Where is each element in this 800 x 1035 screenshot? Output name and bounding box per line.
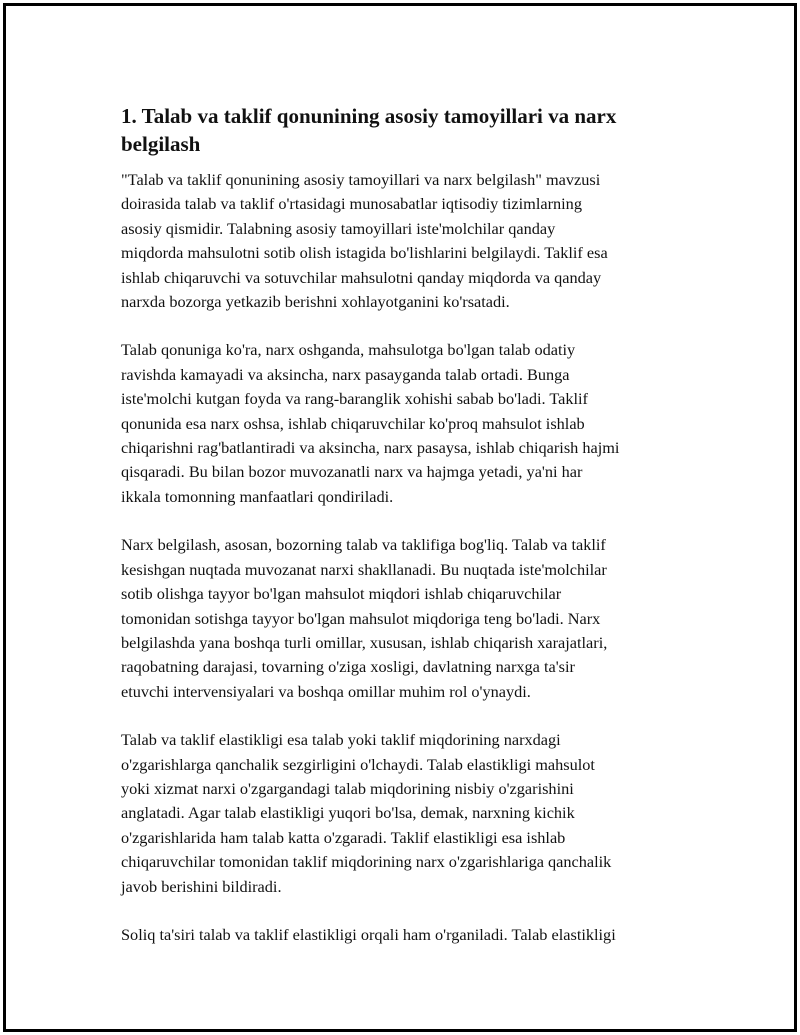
paragraph-2: Talab qonuniga ko'ra, narx oshganda, mahsulotga bo'lgan talab odatiy ravishda kamayadi va aksincha, narx pasayganda talab ortadi. Bunga iste'molchi kutgan foyda va rang-baranglik xohishi sabab bo'ladi. Taklif qonunida esa narx oshsa, ishlab chiqaruvchilar ko'proq mahsulot ishlab chiqarishni rag'batlantiradi va aksincha, narx pasaysa, ishlab chiqarish hajmi qisqaradi. Bu bilan bozor muvozanatli narx va hajmga yetadi, ya'ni har ikkala tomonning manfaatlari qondiriladi. bbox=[121, 340, 620, 506]
document-body bbox=[121, 102, 711, 971]
paragraph-5: Soliq ta'siri talab va taklif elastikligi orqali ham o'rganiladi. Talab elastikligi bbox=[121, 924, 616, 944]
paragraph-1: "Talab va taklif qonunining asosiy tamoyillari va narx belgilash" mavzusi doirasida talab va taklif o'rtasidagi munosabatlar iqtisodiy tizimlarning asosiy qismidir. Talabning asosiy tamoyillari iste'molchilar qanday miqdorda mahsulotni sotib olish istagida bo'lishlarini belgilaydi. Taklif esa ishlab chiqaruvchi va sotuvchilar mahsulotni qanday miqdorda va qanday narxda bozorga yetkazib berishni xohlayotganini ko'rsatadi. bbox=[121, 170, 608, 312]
paragraph-3: Narx belgilash, asosan, bozorning talab va taklifiga bog'liq. Talab va taklif kesishgan nuqtada muvozanat narxi shakllanadi. Bu nuqtada iste'molchilar sotib olishga tayyor bo'lgan mahsulot miqdori ishlab chiqaruvchilar tomonidan sotishga tayyor bo'lgan mahsulot miqdoriga teng bo'ladi. Narx belgilashda yana boshqa turli omillar, xususan, ishlab chiqarish xarajatlari, raqobatning darajasi, tovarning o'ziga xosligi, davlatning narxga ta'sir etuvchi intervensiyalari va boshqa omillar muhim rol o'ynaydi. bbox=[121, 535, 608, 701]
document-title: 1. Talab va taklif qonunining asosiy tamoyillari va narx belgilash bbox=[121, 104, 617, 156]
document-page bbox=[3, 3, 797, 1032]
paragraph-4: Talab va taklif elastikligi esa talab yoki taklif miqdorining narxdagi o'zgarishlarga qanchalik sezgirligini o'lchaydi. Talab elastikligi mahsulot yoki xizmat narxi o'zgargandagi talab miqdorining nisbiy o'zgarishini anglatadi. Agar talab elastikligi yuqori bo'lsa, demak, narxning kichik o'zgarishlarida ham talab katta o'zgaradi. Taklif elastikligi esa ishlab chiqaruvchilar tomonidan taklif miqdorining narx o'zgarishlariga qanchalik javob berishini bildiradi. bbox=[121, 730, 612, 896]
